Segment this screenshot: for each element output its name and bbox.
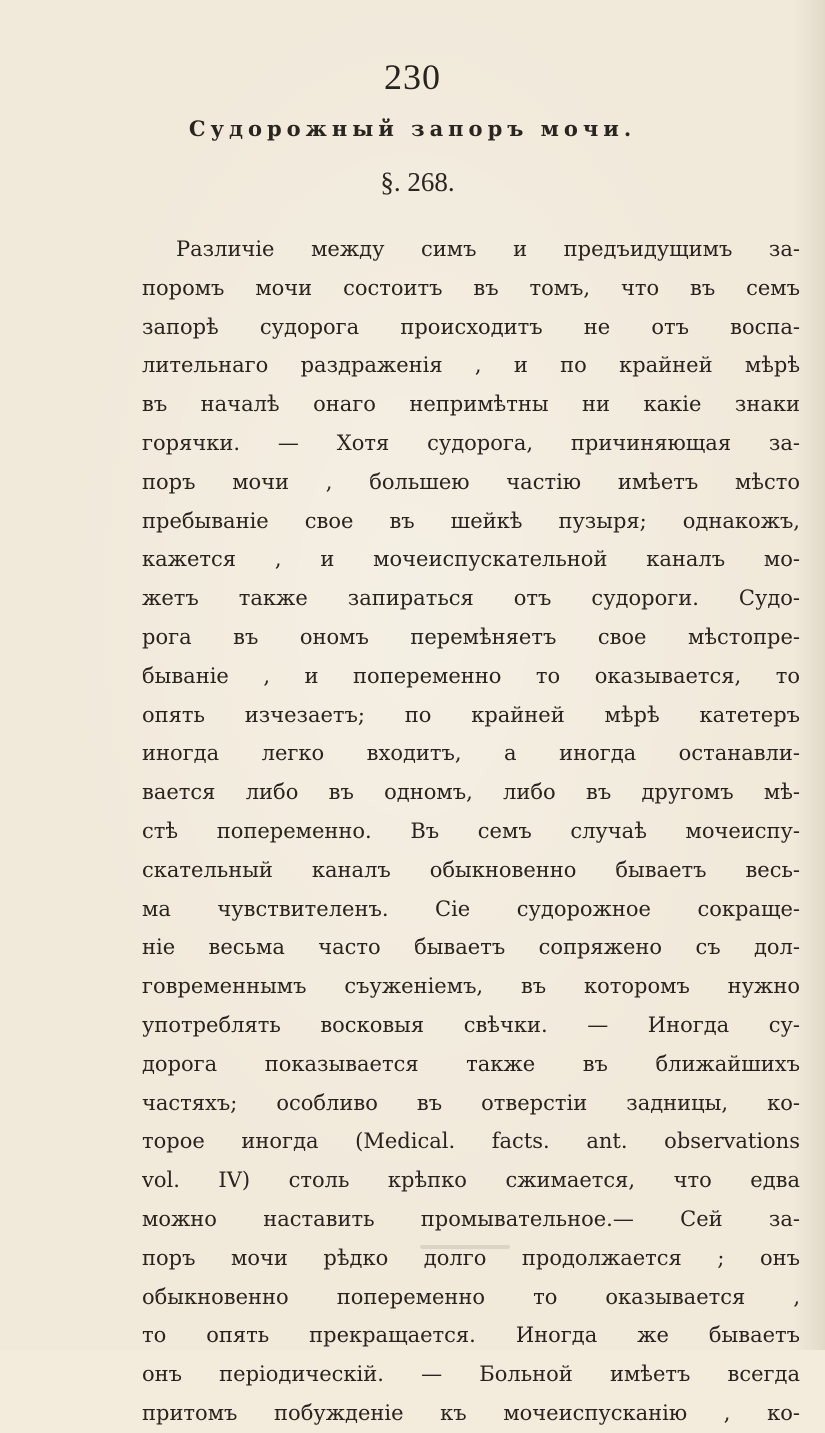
text-line: рога въ ономъ перемѣняетъ свое мѣстопре- [142, 624, 800, 649]
text-line: говременнымъ съуженіемъ, въ которомъ нужно [142, 974, 800, 999]
text-line: стѣ попеременно. Въ семъ случаѣ мочеиспу- [142, 818, 800, 843]
text-line: запорѣ судорога происходитъ не отъ воспа- [142, 314, 800, 339]
text-line: бываніе , и попеременно то оказывается, то [142, 663, 800, 688]
text-line: въ началѣ онаго непримѣтны ни какіе знаки [142, 392, 800, 417]
text-line: лительнаго раздраженія , и по крайней мѣрѣ [142, 353, 800, 378]
text-line: горячки. — Хотя судорога, причиняющая за- [142, 430, 800, 455]
text-line: иногда легко входитъ, а иногда останавли- [142, 741, 800, 766]
text-line: поромъ мочи состоитъ въ томъ, что въ семъ [142, 275, 800, 300]
text-line: Различіе между симъ и предъидущимъ за- [176, 237, 800, 261]
text-line: поръ мочи , большею частію имѣетъ мѣсто [142, 469, 800, 494]
text-line: вается либо въ одномъ, либо въ другомъ мѣ- [142, 780, 800, 805]
text-line: то опять прекращается. Иногда же бываетъ [142, 1323, 800, 1348]
text-line: обыкновенно попеременно то оказывается , [142, 1284, 800, 1309]
section-number: §. 268. [380, 167, 455, 197]
text-line: опять изчезаетъ; по крайней мѣрѣ катетеръ [142, 702, 800, 727]
text-line: торое иногда (Medical. facts. ant. observations [142, 1129, 800, 1154]
body-text [142, 230, 800, 1433]
text-line: скательный каналъ обыкновенно бываетъ весь- [142, 857, 800, 882]
text-line: употреблять восковыя свѣчки. — Иногда су- [142, 1012, 800, 1037]
text-line: можно наставить промывательное.— Сей за- [142, 1206, 800, 1231]
text-line: ма чувствителенъ. Сіе судорожное сокраще- [142, 896, 800, 921]
text-line: ніе весьма часто бываетъ сопряжено съ дол- [142, 935, 800, 960]
chapter-title: Судорожный запоръ мочи. [188, 116, 637, 141]
text-line: поръ мочи рѣдко долго продолжается ; онъ [142, 1245, 800, 1270]
text-line: притомъ побужденіе къ мочеиспусканію , ко- [142, 1400, 800, 1425]
text-line: жетъ также запираться отъ судороги. Судо- [142, 586, 800, 611]
text-line: vol. IV) столь крѣпко сжимается, что едва [142, 1168, 800, 1193]
paper-smudge [420, 1245, 510, 1249]
text-line: пребываніе свое въ шейкѣ пузыря; однакожъ, [142, 508, 800, 533]
text-line: онъ періодическій. — Больной имѣетъ всегда [142, 1362, 800, 1387]
page-number: 230 [384, 57, 441, 97]
text-line: дорога показывается также въ ближайшихъ [142, 1051, 800, 1076]
text-line: кажется , и мочеиспускательной каналъ мо- [142, 547, 800, 572]
text-line: частяхъ; особливо въ отверстіи задницы, ко- [142, 1090, 800, 1115]
